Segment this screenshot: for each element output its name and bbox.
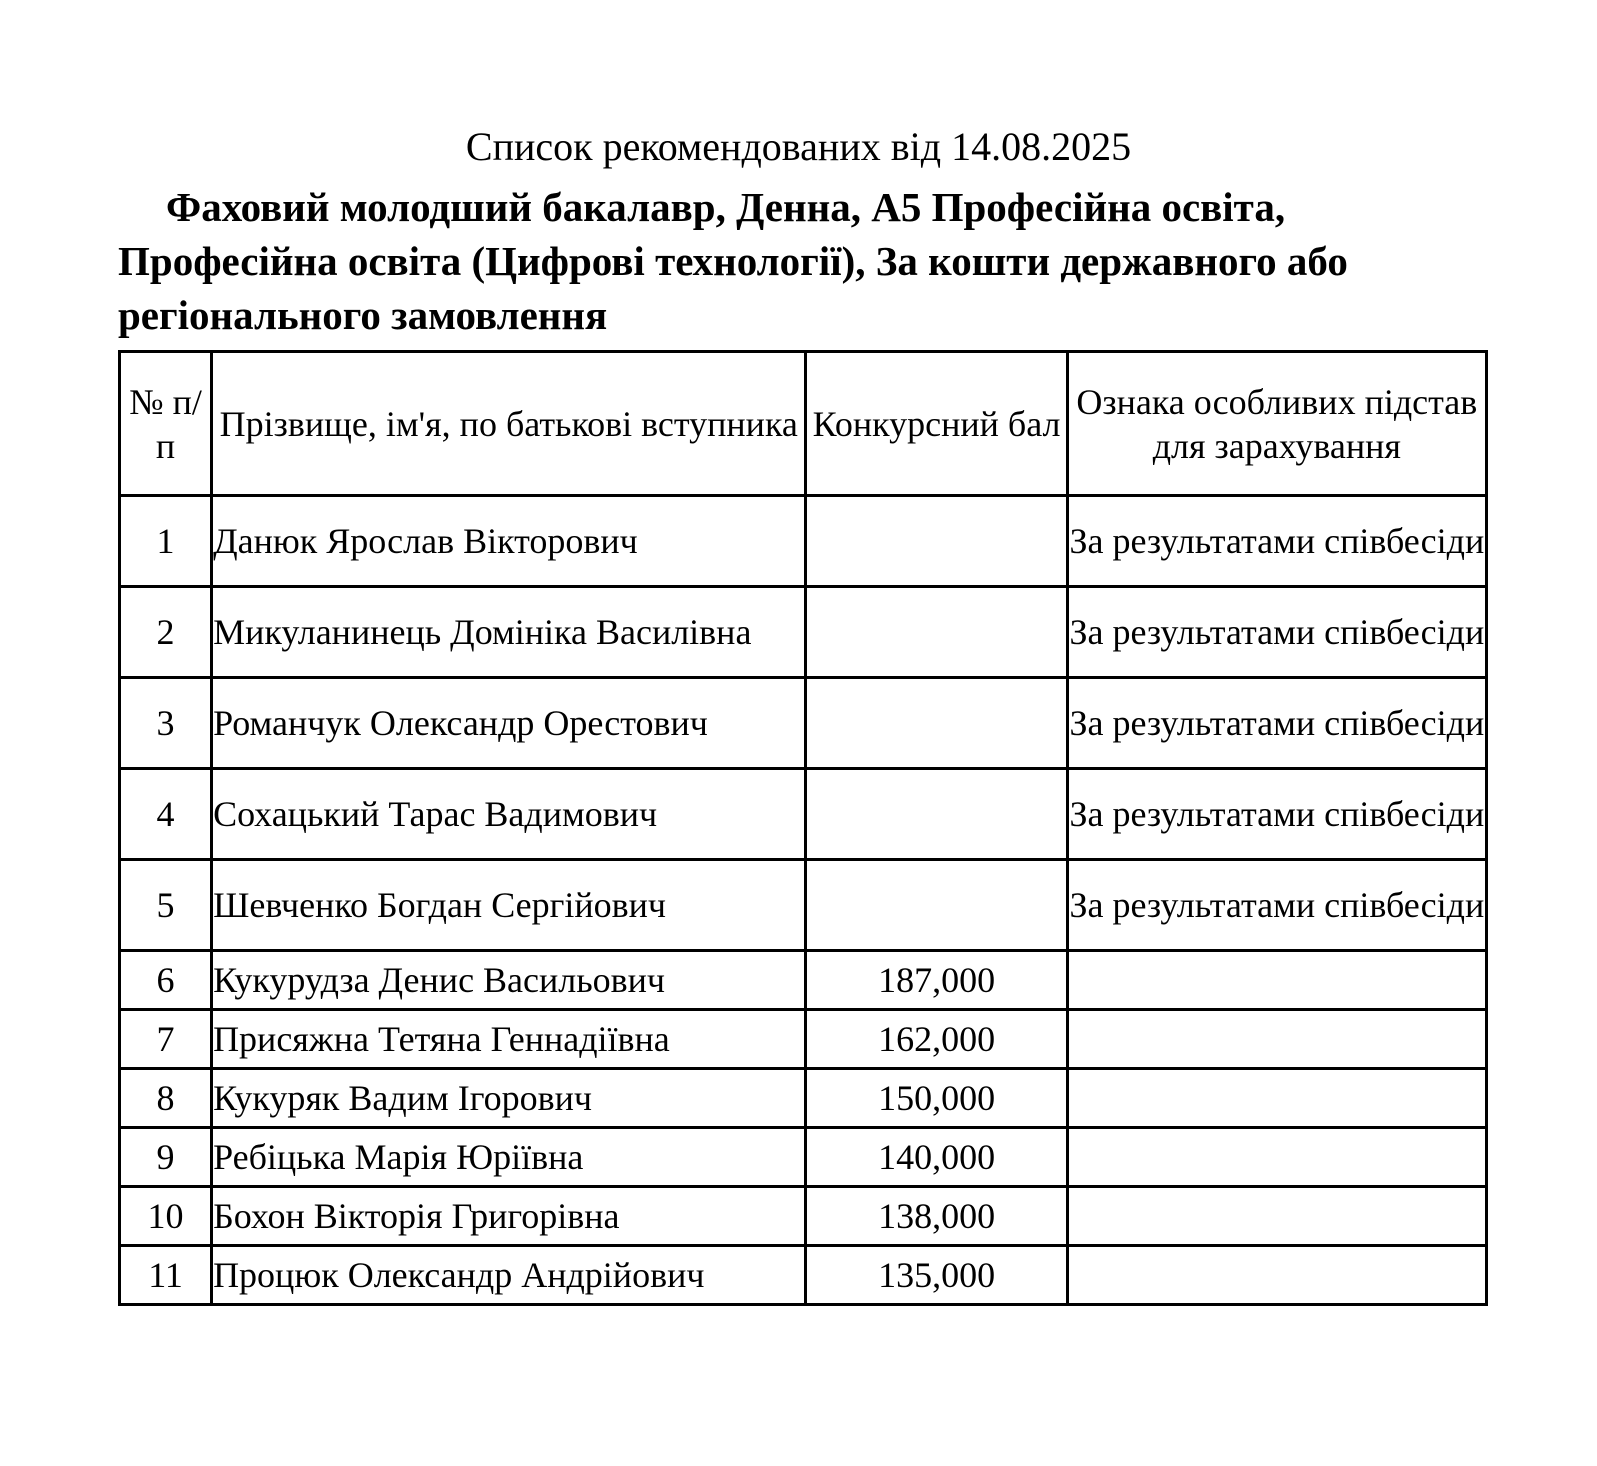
special-grounds: За результатами співбесіди — [1067, 769, 1486, 860]
special-grounds — [1067, 1128, 1486, 1187]
applicant-name: Присяжна Тетяна Геннадіївна — [212, 1010, 806, 1069]
document-title: Список рекомендованих від 14.08.2025 — [465, 124, 1132, 169]
table-row — [120, 587, 1487, 678]
table-row — [120, 1010, 1487, 1069]
special-grounds: За результатами співбесіди — [1067, 496, 1486, 587]
header-number: № п/п — [120, 352, 212, 496]
row-number: 3 — [120, 678, 212, 769]
competitive-score: 135,000 — [806, 1246, 1067, 1305]
row-number: 1 — [120, 496, 212, 587]
special-grounds: За результатами співбесіди — [1067, 678, 1486, 769]
table-row — [120, 769, 1487, 860]
header-full-name: Прізвище, ім'я, по батькові вступника — [212, 352, 806, 496]
applicant-name: Микуланинець Домініка Василівна — [212, 587, 806, 678]
table-row — [120, 951, 1487, 1010]
special-grounds — [1067, 951, 1486, 1010]
applicant-name: Бохон Вікторія Григорівна — [212, 1187, 806, 1246]
table-row — [120, 1128, 1487, 1187]
competitive-score — [806, 860, 1067, 951]
header-competitive-score: Конкурсний бал — [806, 352, 1067, 496]
table-row — [120, 1069, 1487, 1128]
row-number: 8 — [120, 1069, 212, 1128]
applicant-name: Ребіцька Марія Юріївна — [212, 1128, 806, 1187]
applicant-name: Кукурудза Денис Васильович — [212, 951, 806, 1010]
competitive-score: 138,000 — [806, 1187, 1067, 1246]
competitive-score: 162,000 — [806, 1010, 1067, 1069]
special-grounds: За результатами співбесіди — [1067, 587, 1486, 678]
applicant-name: Сохацький Тарас Вадимович — [212, 769, 806, 860]
row-number: 4 — [120, 769, 212, 860]
special-grounds — [1067, 1010, 1486, 1069]
competitive-score — [806, 496, 1067, 587]
row-number: 5 — [120, 860, 212, 951]
table-row — [120, 860, 1487, 951]
row-number: 7 — [120, 1010, 212, 1069]
competitive-score: 150,000 — [806, 1069, 1067, 1128]
competitive-score: 140,000 — [806, 1128, 1067, 1187]
header-special-grounds: Ознака особливих підстав для зарахування — [1067, 352, 1486, 496]
row-number: 9 — [120, 1128, 212, 1187]
applicant-name: Процюк Олександр Андрійович — [212, 1246, 806, 1305]
special-grounds: За результатами співбесіди — [1067, 860, 1486, 951]
special-grounds — [1067, 1069, 1486, 1128]
table-row — [120, 496, 1487, 587]
program-description: Фаховий молодший бакалавр, Денна, A5 Професійна освіта, Професійна освіта (Цифрові технології), За кошти державного або регіонального замовлення — [118, 184, 1348, 338]
special-grounds — [1067, 1246, 1486, 1305]
applicant-name: Романчук Олександр Орестович — [212, 678, 806, 769]
table-row — [120, 1187, 1487, 1246]
applicant-name: Кукуряк Вадим Ігорович — [212, 1069, 806, 1128]
row-number: 6 — [120, 951, 212, 1010]
competitive-score — [806, 587, 1067, 678]
applicant-name: Шевченко Богдан Сергійович — [212, 860, 806, 951]
table-row — [120, 1246, 1487, 1305]
table-header-row — [120, 352, 1487, 496]
row-number: 10 — [120, 1187, 212, 1246]
row-number: 2 — [120, 587, 212, 678]
table-row — [120, 678, 1487, 769]
competitive-score: 187,000 — [806, 951, 1067, 1010]
competitive-score — [806, 678, 1067, 769]
applicant-name: Данюк Ярослав Вікторович — [212, 496, 806, 587]
row-number: 11 — [120, 1246, 212, 1305]
special-grounds — [1067, 1187, 1486, 1246]
competitive-score — [806, 769, 1067, 860]
recommended-list-table — [118, 350, 1488, 1306]
